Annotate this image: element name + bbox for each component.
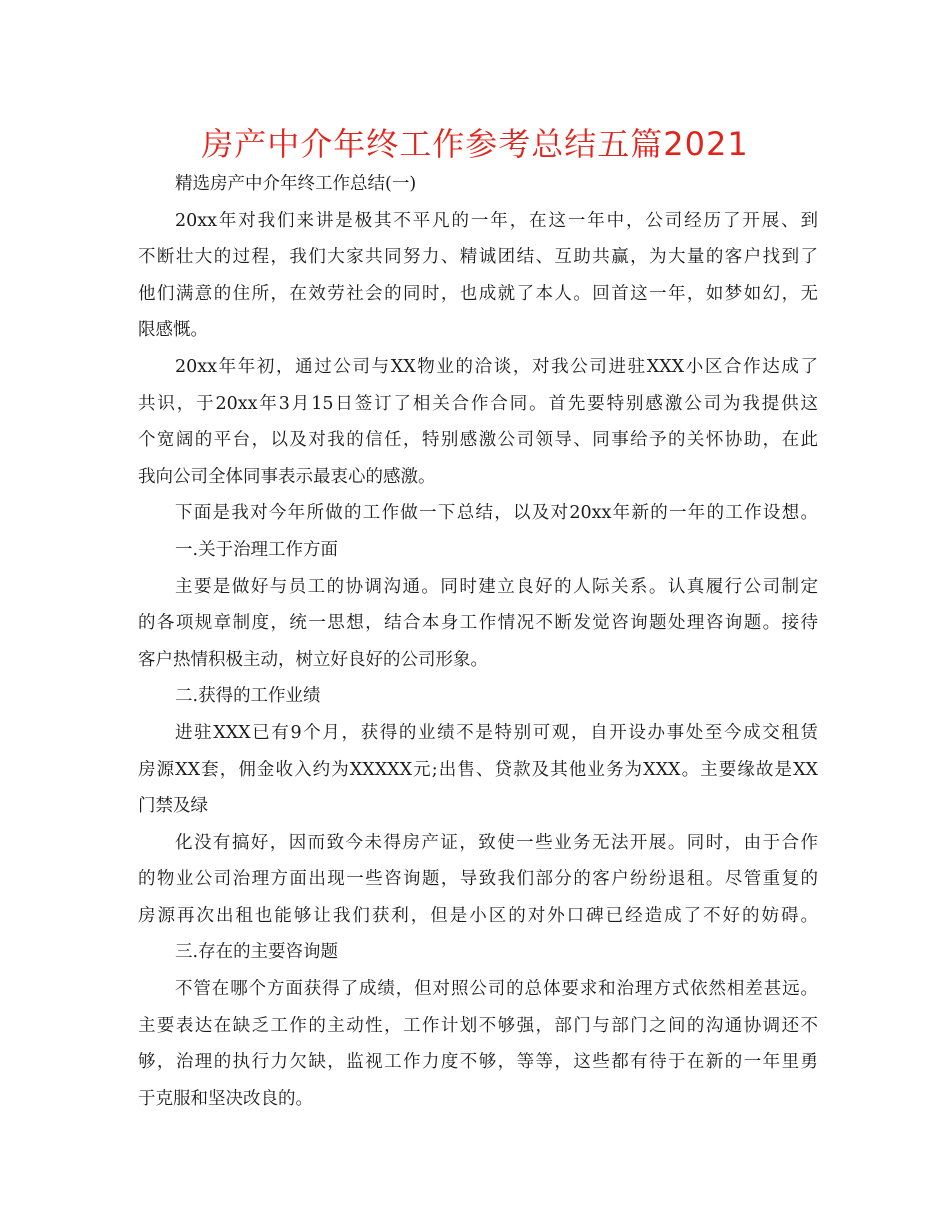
text-line: 限感慨。	[138, 320, 208, 341]
text-line: 够，治理的执行力欠缺，监视工作力度不够，等等，这些都有待于在新的一年里勇	[138, 1052, 818, 1073]
text-line: 门禁及绿	[138, 796, 208, 817]
text-line: 不断壮大的过程，我们大家共同努力、精诚团结、互助共赢，为大量的客户找到了	[138, 247, 818, 268]
text-line: 不管在哪个方面获得了成绩，但对照公司的总体要求和治理方式依然相差甚远。	[175, 979, 818, 1000]
text-line: 房源再次出租也能够让我们获利，但是小区的对外口碑已经造成了不好的妨碍。	[138, 905, 818, 926]
text-line: 下面是我对今年所做的工作做一下总结，以及对20xx年新的一年的工作设想。	[175, 503, 818, 524]
text-line: 他们满意的住所，在效劳社会的同时，也成就了本人。回首这一年，如梦如幻，无	[138, 283, 818, 304]
text-line: 客户热情积极主动，树立好良好的公司形象。	[138, 649, 488, 670]
text-line: 一.关于治理工作方面	[175, 539, 339, 560]
text-line: 三.存在的主要咨询题	[175, 942, 339, 963]
text-line: 20xx年年初，通过公司与XX物业的洽谈，对我公司进驻XXX小区合作达成了	[175, 356, 818, 377]
text-line: 共识，于20xx年3月15日签订了相关合作合同。首先要特别感激公司为我提供这	[138, 393, 818, 414]
text-line: 的物业公司治理方面出现一些咨询题，导致我们部分的客户纷纷退租。尽管重复的	[138, 869, 818, 890]
text-line: 化没有搞好，因而致今未得房产证，致使一些业务无法开展。同时，由于合作	[175, 832, 818, 853]
text-line: 个宽阔的平台，以及对我的信任，特别感激公司领导、同事给予的关怀协助，在此	[138, 430, 818, 451]
document-title: 房产中介年终工作参考总结五篇2021	[201, 125, 749, 163]
text-line: 20xx年对我们来讲是极其不平凡的一年，在这一年中，公司经历了开展、到	[175, 210, 818, 231]
text-line: 于克服和坚决改良的。	[138, 1088, 313, 1109]
text-line: 的各项规章制度，统一思想，结合本身工作情况不断发觉咨询题处理咨询题。接待	[138, 613, 818, 634]
text-line: 我向公司全体同事表示最衷心的感激。	[138, 466, 436, 487]
text-line: 二.获得的工作业绩	[175, 686, 321, 707]
document-body	[138, 166, 818, 1117]
text-line: 进驻XXX已有9个月，获得的业绩不是特别可观，自开设办事处至今成交租赁	[175, 722, 818, 743]
text-line: 主要是做好与员工的协调沟通。同时建立良好的人际关系。认真履行公司制定	[175, 576, 818, 597]
text-line: 房源XX套，佣金收入约为XXXXX元;出售、贷款及其他业务为XXX。主要缘故是XX	[138, 759, 818, 780]
text-line: 精选房产中介年终工作总结(一)	[175, 174, 417, 194]
text-line: 主要表达在缺乏工作的主动性，工作计划不够强，部门与部门之间的沟通协调还不	[138, 1015, 818, 1036]
